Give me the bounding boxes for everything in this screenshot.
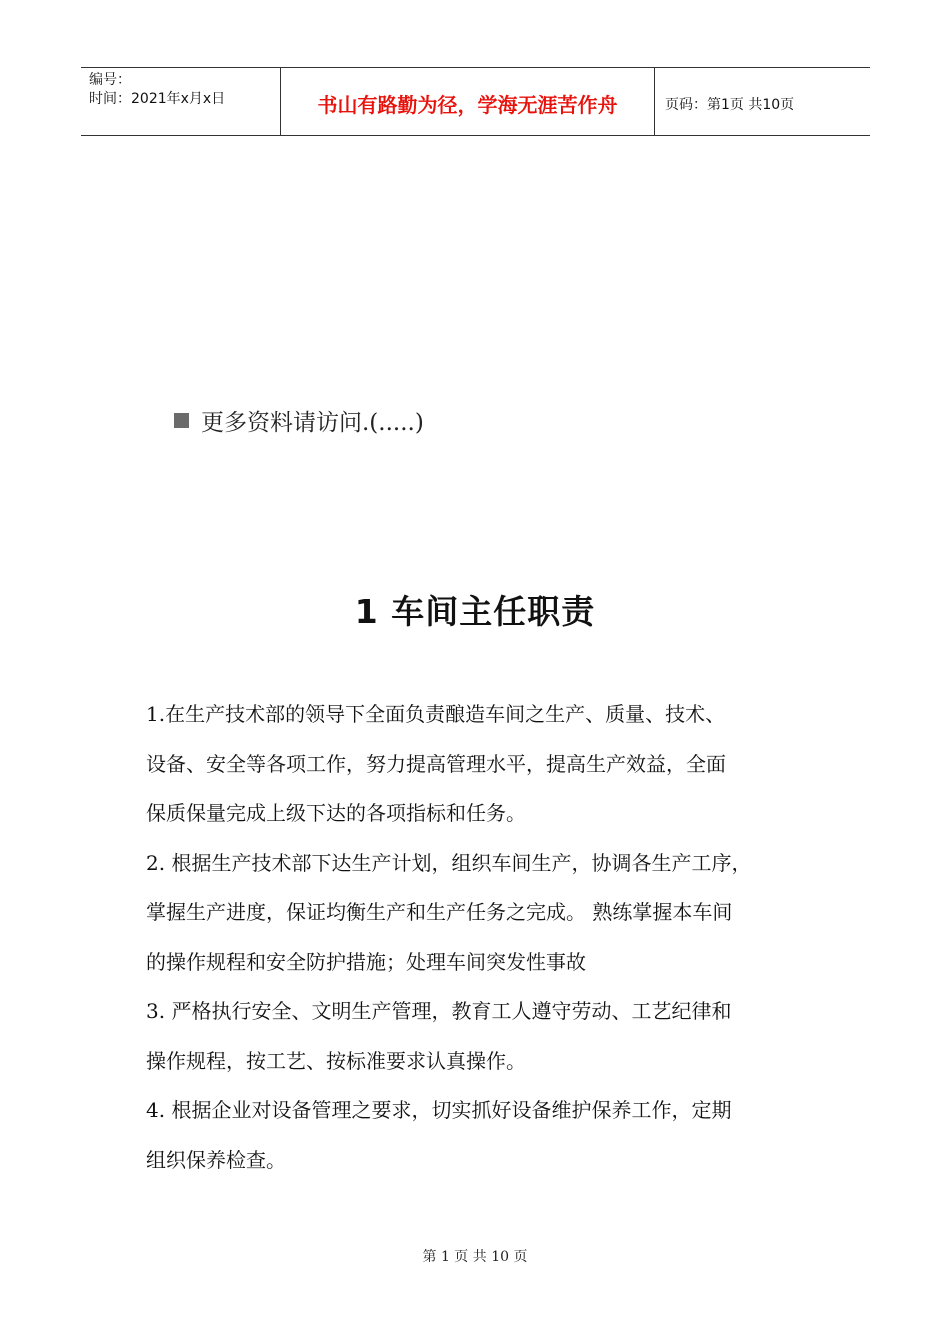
header-page-info: 页码：第1页 共10页 [665, 96, 795, 113]
date-label: 时间：2021年x月x日 [89, 91, 226, 107]
body-line: 4. 根据企业对设备管理之要求，切实抓好设备维护保养工作，定期 [146, 1098, 732, 1122]
body-line: 3. 严格执行安全、文明生产管理，教育工人遵守劳动、工艺纪律和 [146, 999, 732, 1023]
body-content [146, 690, 816, 1185]
body-line: 的操作规程和安全防护措施；处理车间突发性事故 [146, 949, 586, 974]
body-line: 保质保量完成上级下达的各项指标和任务。 [146, 801, 526, 825]
body-line: 设备、安全等各项工作，努力提高管理水平，提高生产效益，全面 [146, 751, 726, 776]
header-motto: 书山有路勤为径，学海无涯苦作舟 [281, 68, 655, 135]
section-title: 1 车间主任职责 [354, 592, 596, 631]
body-line: 掌握生产进度，保证均衡生产和生产任务之完成。 熟练掌握本车间 [146, 900, 733, 924]
page-footer: 第 1 页 共 10 页 [422, 1249, 528, 1265]
header-meta [81, 68, 281, 135]
square-bullet-icon [174, 413, 189, 428]
serial-number-label: 编号： [89, 72, 131, 88]
body-line: 组织保养检查。 [146, 1147, 286, 1172]
body-line: 2. 根据生产技术部下达生产计划，组织车间生产，协调各生产工序， [146, 850, 752, 875]
body-line: 1.在生产技术部的领导下全面负责酿造车间之生产、质量、技术、 [146, 702, 726, 726]
body-line: 操作规程，按工艺、按标准要求认真操作。 [146, 1048, 526, 1073]
visit-text: 更多资料请访问.(.....) [201, 410, 424, 436]
page-header [81, 67, 870, 136]
visit-notice [174, 404, 424, 437]
